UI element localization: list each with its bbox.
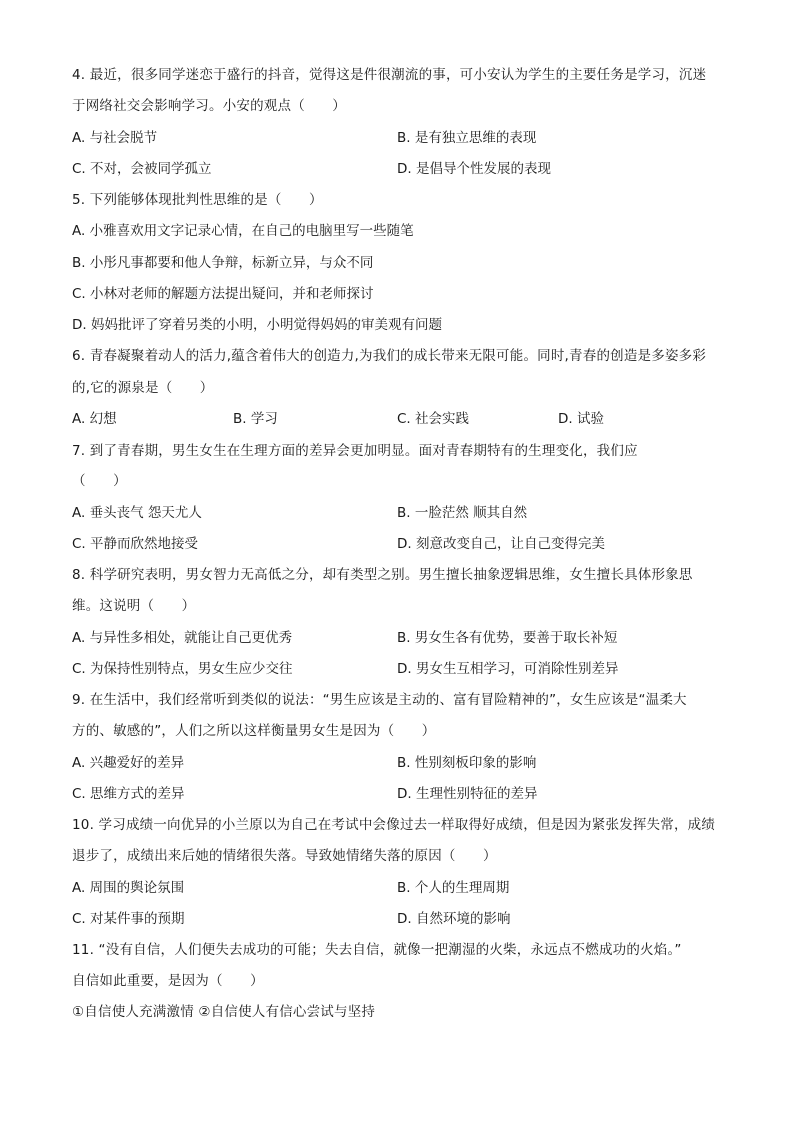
q7-option-b: B. 一脸茫然 顺其自然: [397, 505, 528, 521]
q8-stem-line-1: 8. 科学研究表明，男女智力无高低之分，却有类型之别。男生擅长抽象逻辑思维，女生擅长具体形象思: [72, 567, 693, 583]
q11-stem-line-2: 自信如此重要，是因为（ ）: [72, 973, 264, 989]
q9-option-b: B. 性别刻板印象的影响: [397, 755, 537, 771]
q8-option-c: C. 为保持性别特点，男女生应少交往: [72, 661, 293, 677]
q9-option-d: D. 生理性别特征的差异: [397, 786, 538, 802]
q4-option-d: D. 是倡导个性发展的表现: [397, 161, 551, 177]
q5-option-b: B. 小彤凡事都要和他人争辩，标新立异，与众不同: [72, 255, 374, 271]
q9-option-c: C. 思维方式的差异: [72, 786, 185, 802]
q8-stem-line-2: 维。这说明（ ）: [72, 598, 196, 614]
q11-statement-items: ①自信使人充满激情 ②自信使人有信心尝试与坚持: [72, 1004, 376, 1020]
q7-option-a: A. 垂头丧气 怨天尤人: [72, 505, 202, 521]
q5-option-c: C. 小林对老师的解题方法提出疑问，并和老师探讨: [72, 286, 374, 302]
q7-stem-line-2: （ ）: [72, 473, 127, 489]
q4-stem-line-2: 于网络社交会影响学习。小安的观点（ ）: [72, 98, 346, 114]
q7-option-d: D. 刻意改变自己，让自己变得完美: [397, 536, 605, 552]
q6-stem-line-1: 6. 青春凝聚着动人的活力,蕴含着伟大的创造力,为我们的成长带来无限可能。同时,青春的创造是多姿多彩: [72, 348, 707, 364]
q9-option-a: A. 兴趣爱好的差异: [72, 755, 185, 771]
q4-option-c: C. 不对，会被同学孤立: [72, 161, 212, 177]
q10-option-b: B. 个人的生理周期: [397, 880, 510, 896]
q6-option-b: B. 学习: [233, 411, 278, 427]
q10-stem-line-1: 10. 学习成绩一向优异的小兰原以为自己在考试中会像过去一样取得好成绩，但是因为紧张发挥失常，成绩: [72, 817, 716, 833]
q10-option-d: D. 自然环境的影响: [397, 911, 511, 927]
q6-option-d: D. 试验: [558, 411, 604, 427]
q9-stem-line-1: 9. 在生活中，我们经常听到类似的说法：“男生应该是主动的、富有冒险精神的”，女生应该是“温柔大: [72, 692, 687, 708]
q6-option-a: A. 幻想: [72, 411, 117, 427]
q5-stem: 5. 下列能够体现批判性思维的是（ ）: [72, 192, 323, 208]
q8-option-b: B. 男女生各有优势，要善于取长补短: [397, 630, 618, 646]
q7-option-c: C. 平静而欣然地接受: [72, 536, 199, 552]
q5-option-d: D. 妈妈批评了穿着另类的小明，小明觉得妈妈的审美观有问题: [72, 317, 442, 333]
q7-stem-line-1: 7. 到了青春期，男生女生在生理方面的差异会更加明显。面对青春期特有的生理变化，我们应: [72, 443, 638, 459]
q6-stem-line-2: 的,它的源泉是（ ）: [72, 380, 214, 396]
q5-option-a: A. 小雅喜欢用文字记录心情，在自己的电脑里写一些随笔: [72, 223, 414, 239]
q4-stem-line-1: 4. 最近，很多同学迷恋于盛行的抖音，觉得这是件很潮流的事，可小安认为学生的主要任务是学习，沉迷: [72, 67, 707, 83]
q10-stem-line-2: 退步了，成绩出来后她的情绪很失落。导致她情绪失落的原因（ ）: [72, 848, 497, 864]
q8-option-a: A. 与异性多相处，就能让自己更优秀: [72, 630, 293, 646]
q9-stem-line-2: 方的、敏感的”，人们之所以这样衡量男女生是因为（ ）: [72, 723, 436, 739]
q10-option-a: A. 周围的舆论氛围: [72, 880, 185, 896]
q6-option-c: C. 社会实践: [397, 411, 470, 427]
q11-stem-line-1: 11. “没有自信，人们便失去成功的可能；失去自信，就像一把潮湿的火柴，永远点不燃成功的火焰。”: [72, 942, 682, 958]
q10-option-c: C. 对某件事的预期: [72, 911, 185, 927]
q8-option-d: D. 男女生互相学习，可消除性别差异: [397, 661, 619, 677]
q4-option-b: B. 是有独立思维的表现: [397, 130, 537, 146]
q4-option-a: A. 与社会脱节: [72, 130, 158, 146]
